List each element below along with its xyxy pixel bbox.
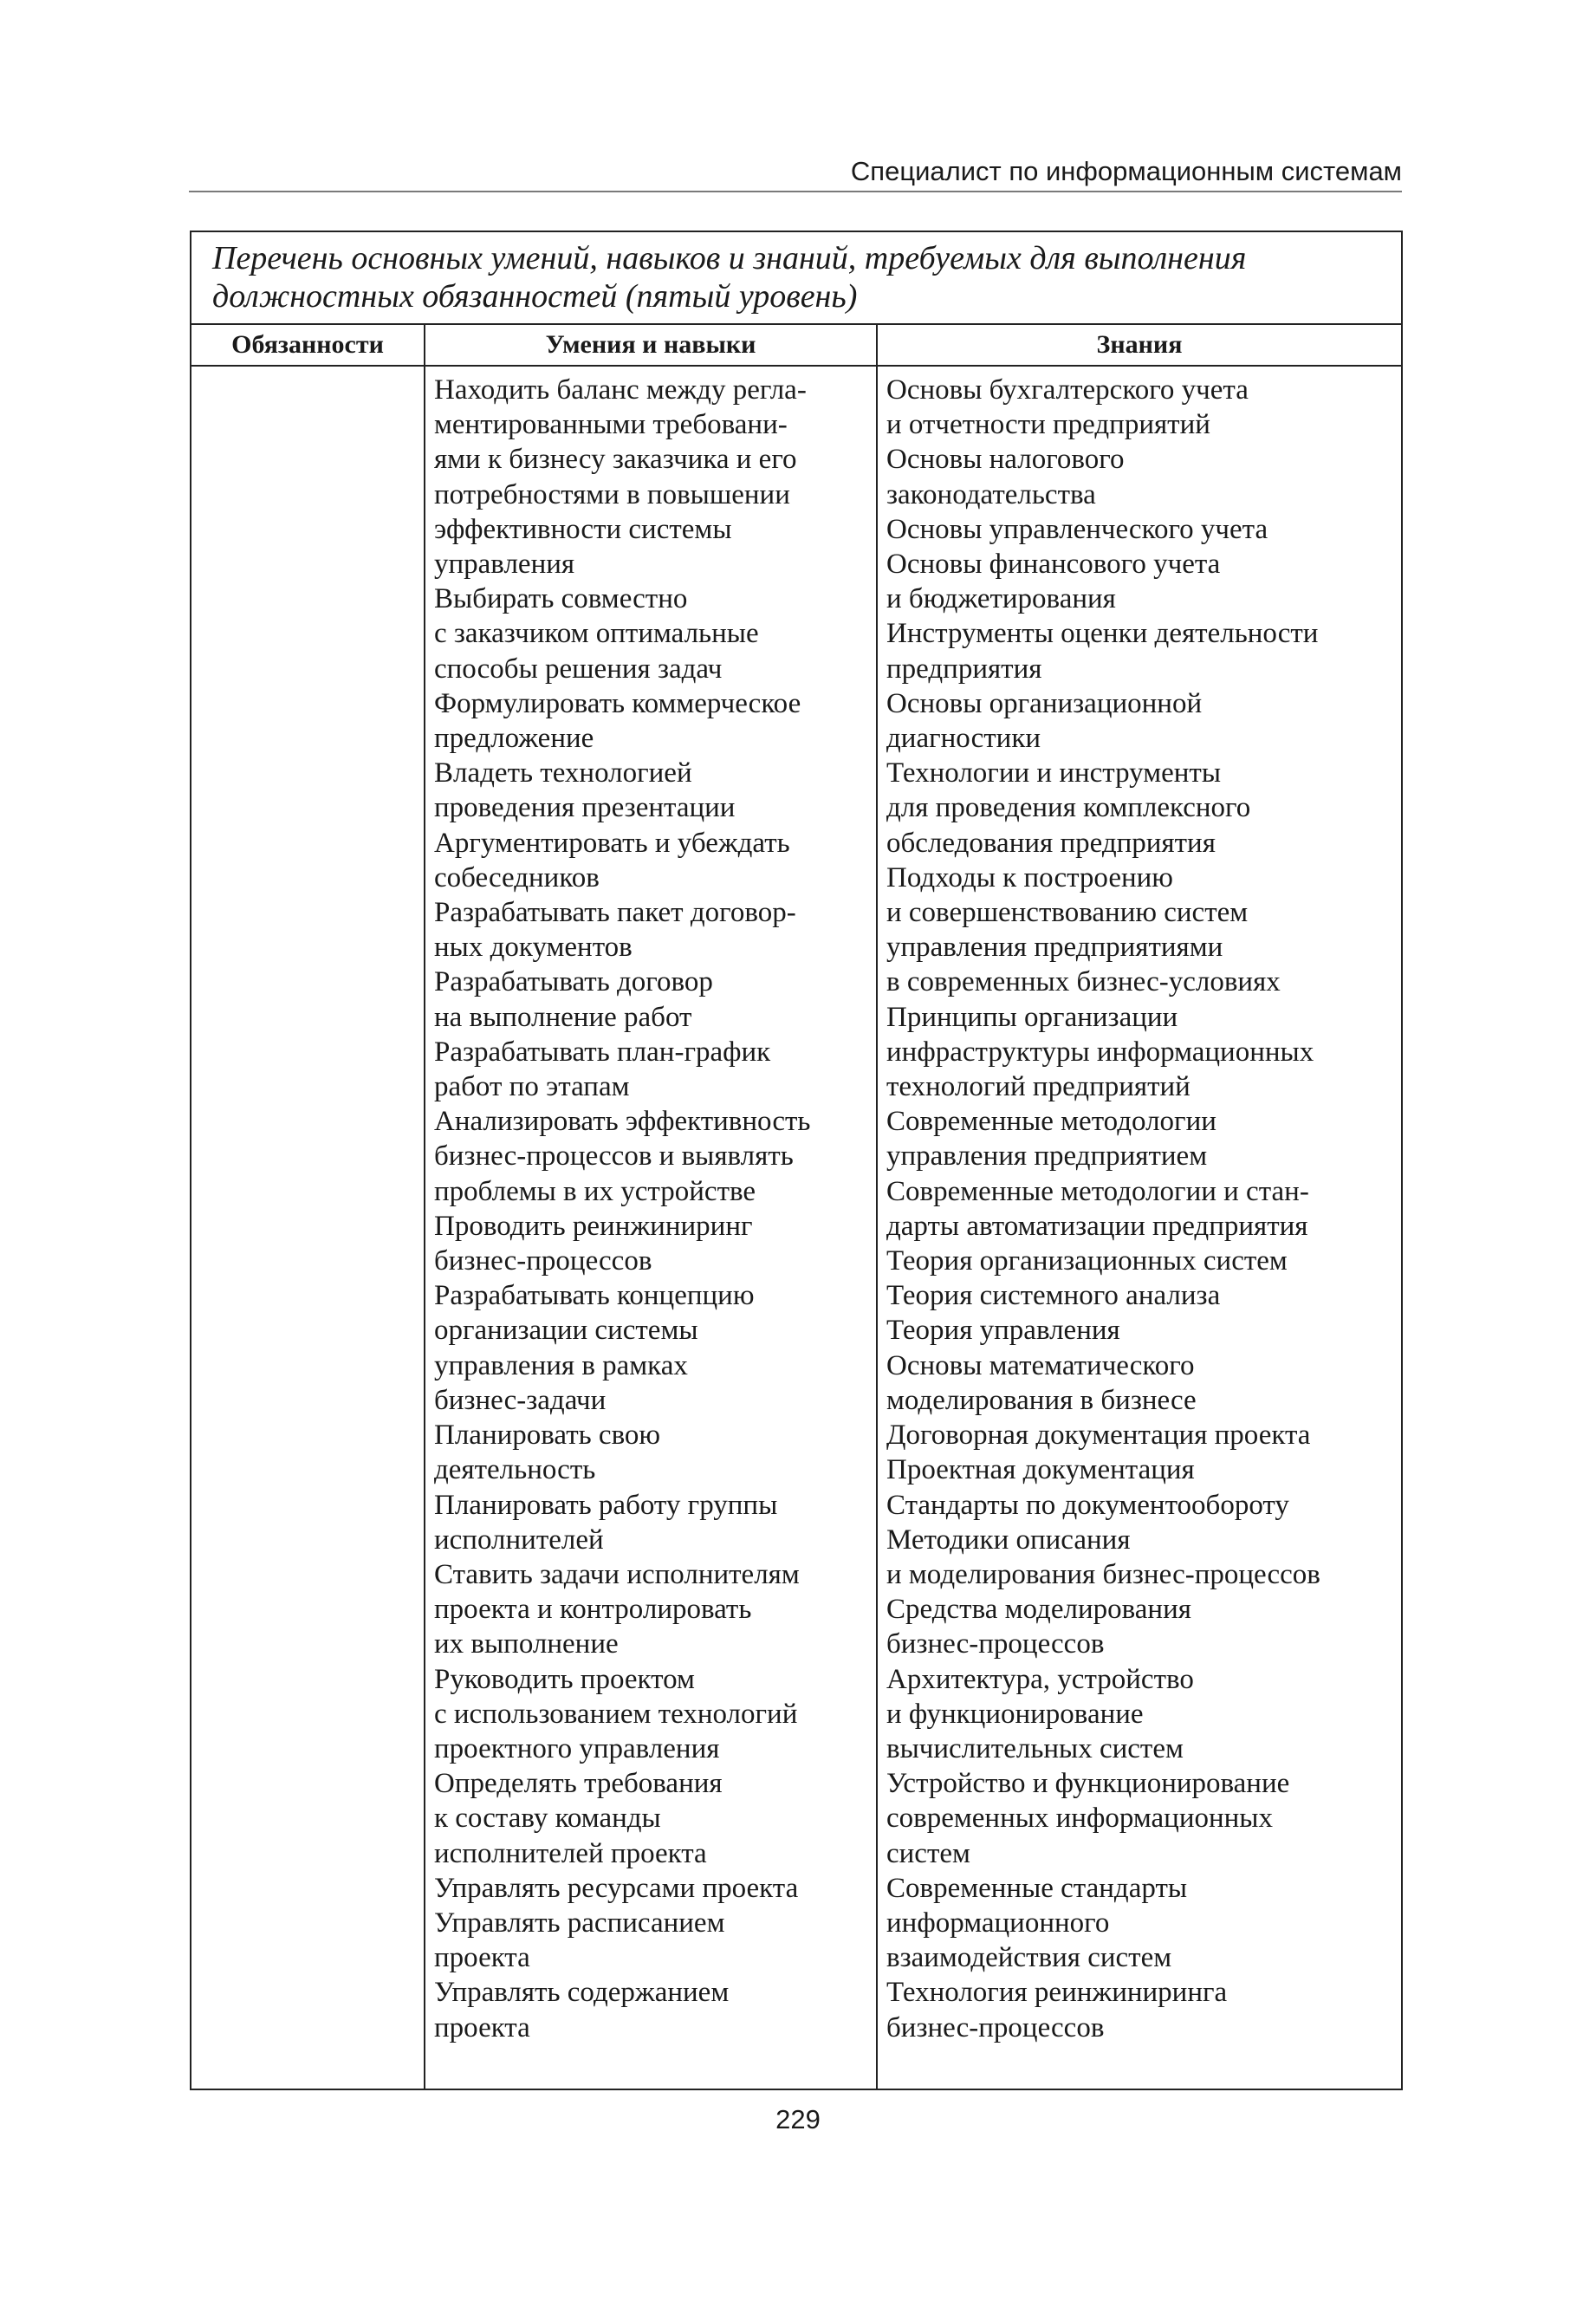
knowledge-line: современных информационных	[886, 1803, 1273, 1835]
knowledge-line: и отчетности предприятий	[886, 409, 1210, 441]
knowledge-line: моделирования в бизнесе	[886, 1384, 1197, 1416]
column-header-knowledge: Знания	[1096, 330, 1183, 359]
knowledge-line: взаимодействия систем	[886, 1942, 1172, 1974]
skills-line: ных документов	[434, 932, 633, 964]
knowledge-line: Принципы организации	[886, 1001, 1178, 1033]
skills-line: эффективности системы	[434, 513, 732, 545]
skills-line: бизнес-процессов и выявлять	[434, 1140, 794, 1173]
skills-line: бизнес-задачи	[434, 1384, 607, 1416]
knowledge-line: Основы математического	[886, 1349, 1195, 1381]
knowledge-line: Теория организационных систем	[886, 1245, 1288, 1277]
skills-line: способы решения задач	[434, 653, 723, 685]
skills-line: Разрабатывать договор	[434, 966, 713, 998]
skills-line: Определять требования	[434, 1768, 723, 1800]
knowledge-line: Теория системного анализа	[886, 1280, 1221, 1312]
skills-line: Планировать работу группы	[434, 1489, 778, 1521]
knowledge-line: Устройство и функционирование	[886, 1768, 1290, 1800]
knowledge-line: Договорная документация проекта	[886, 1420, 1311, 1452]
knowledge-line: законодательства	[886, 478, 1096, 510]
skills-line: исполнителей проекта	[434, 1837, 707, 1869]
skills-line: организации системы	[434, 1315, 698, 1347]
knowledge-line: Проектная документация	[886, 1454, 1195, 1486]
skills-line: Анализировать эффективность	[434, 1106, 811, 1138]
knowledge-line: обследования предприятия	[886, 827, 1216, 859]
skills-knowledge-table	[190, 231, 1403, 2090]
knowledge-line: бизнес-процессов	[886, 2011, 1105, 2043]
skills-column	[434, 373, 874, 2045]
skills-line: ментированными требовани-	[434, 409, 788, 441]
knowledge-line: и моделирования бизнес-процессов	[886, 1558, 1320, 1590]
skills-line: управления	[434, 549, 575, 581]
knowledge-line: управления предприятиями	[886, 932, 1223, 964]
page-number: 229	[775, 2104, 821, 2134]
skills-line: Находить баланс между регла-	[434, 374, 807, 406]
skills-line: с использованием технологий	[434, 1698, 798, 1730]
skills-line: бизнес-процессов	[434, 1245, 652, 1277]
skills-line: Проводить реинжиниринг	[434, 1210, 753, 1242]
knowledge-line: Основы налогового	[886, 444, 1125, 476]
knowledge-line: Основы организационной	[886, 687, 1203, 719]
skills-line: Разрабатывать концепцию	[434, 1280, 755, 1312]
knowledge-line: технологий предприятий	[886, 1071, 1191, 1103]
knowledge-line: Методики описания	[886, 1524, 1131, 1556]
knowledge-line: Современные методологии	[886, 1106, 1216, 1138]
skills-line: проблемы в их устройстве	[434, 1175, 756, 1207]
knowledge-line: информационного	[886, 1907, 1110, 1939]
caption-line: должностных обязанностей (пятый уровень)	[212, 278, 858, 315]
knowledge-line: Технология реинжиниринга	[886, 1977, 1228, 2009]
skills-line: потребностями в повышении	[434, 478, 790, 510]
skills-line: предложение	[434, 723, 594, 755]
knowledge-line: Подходы к построению	[886, 861, 1173, 893]
skills-line: работ по этапам	[434, 1071, 630, 1103]
skills-line: Руководить проектом	[434, 1663, 695, 1695]
skills-line: управления в рамках	[434, 1349, 688, 1381]
table-header-row	[191, 325, 1401, 367]
knowledge-column	[886, 373, 1401, 2045]
table-caption	[191, 232, 1401, 325]
knowledge-line: и бюджетирования	[886, 583, 1116, 615]
column-divider	[876, 325, 878, 2089]
skills-line: деятельность	[434, 1454, 596, 1486]
skills-line: Управлять содержанием	[434, 1977, 730, 2009]
skills-line: исполнителей	[434, 1524, 604, 1556]
knowledge-line: предприятия	[886, 653, 1042, 685]
knowledge-line: Технологии и инструменты	[886, 757, 1222, 789]
skills-line: проекта и контролировать	[434, 1594, 752, 1626]
skills-line: Аргументировать и убеждать	[434, 827, 790, 859]
knowledge-line: диагностики	[886, 723, 1041, 755]
knowledge-line: Современные методологии и стан-	[886, 1175, 1309, 1207]
skills-line: их выполнение	[434, 1628, 619, 1660]
knowledge-line: в современных бизнес-условиях	[886, 966, 1281, 998]
knowledge-line: Основы управленческого учета	[886, 513, 1268, 545]
skills-line: Разрабатывать пакет договор-	[434, 897, 796, 929]
skills-line: Управлять ресурсами проекта	[434, 1872, 799, 1904]
knowledge-line: и функционирование	[886, 1698, 1144, 1730]
knowledge-line: и совершенствованию систем	[886, 897, 1249, 929]
knowledge-line: Стандарты по документообороту	[886, 1489, 1289, 1521]
skills-line: проекта	[434, 1942, 530, 1974]
knowledge-line: дарты автоматизации предприятия	[886, 1210, 1308, 1242]
skills-line: Разрабатывать план-график	[434, 1036, 771, 1068]
knowledge-line: Средства моделирования	[886, 1594, 1191, 1626]
skills-line: Выбирать совместно	[434, 583, 688, 615]
skills-line: ями к бизнесу заказчика и его	[434, 444, 797, 476]
skills-line: проведения презентации	[434, 792, 736, 824]
knowledge-line: Основы финансового учета	[886, 549, 1221, 581]
knowledge-line: систем	[886, 1837, 970, 1869]
knowledge-line: бизнес-процессов	[886, 1628, 1105, 1660]
skills-line: с заказчиком оптимальные	[434, 618, 759, 650]
knowledge-line: для проведения комплексного	[886, 792, 1251, 824]
skills-line: на выполнение работ	[434, 1001, 692, 1033]
column-header-skills: Умения и навыки	[545, 330, 756, 359]
skills-line: Владеть технологией	[434, 757, 692, 789]
skills-line: Планировать свою	[434, 1420, 661, 1452]
knowledge-line: Инструменты оценки деятельности	[886, 618, 1319, 650]
knowledge-line: Архитектура, устройство	[886, 1663, 1194, 1695]
knowledge-line: Основы бухгалтерского учета	[886, 374, 1249, 406]
skills-line: к составу команды	[434, 1803, 661, 1835]
skills-line: Управлять расписанием	[434, 1907, 725, 1939]
skills-line: Формулировать коммерческое	[434, 687, 801, 719]
skills-line: проектного управления	[434, 1732, 720, 1764]
running-header: Специалист по информационным системам	[189, 153, 1402, 192]
knowledge-line: вычислительных систем	[886, 1732, 1184, 1764]
skills-line: проекта	[434, 2011, 530, 2043]
knowledge-line: инфраструктуры информационных	[886, 1036, 1314, 1068]
column-divider	[424, 325, 425, 2089]
knowledge-line: Современные стандарты	[886, 1872, 1188, 1904]
knowledge-line: Теория управления	[886, 1315, 1120, 1347]
skills-line: собеседников	[434, 861, 600, 893]
skills-line: Ставить задачи исполнителям	[434, 1558, 800, 1590]
knowledge-line: управления предприятием	[886, 1140, 1208, 1173]
column-header-duties: Обязанности	[231, 330, 384, 359]
caption-line: Перечень основных умений, навыков и знаний, требуемых для выполнения	[212, 240, 1247, 276]
